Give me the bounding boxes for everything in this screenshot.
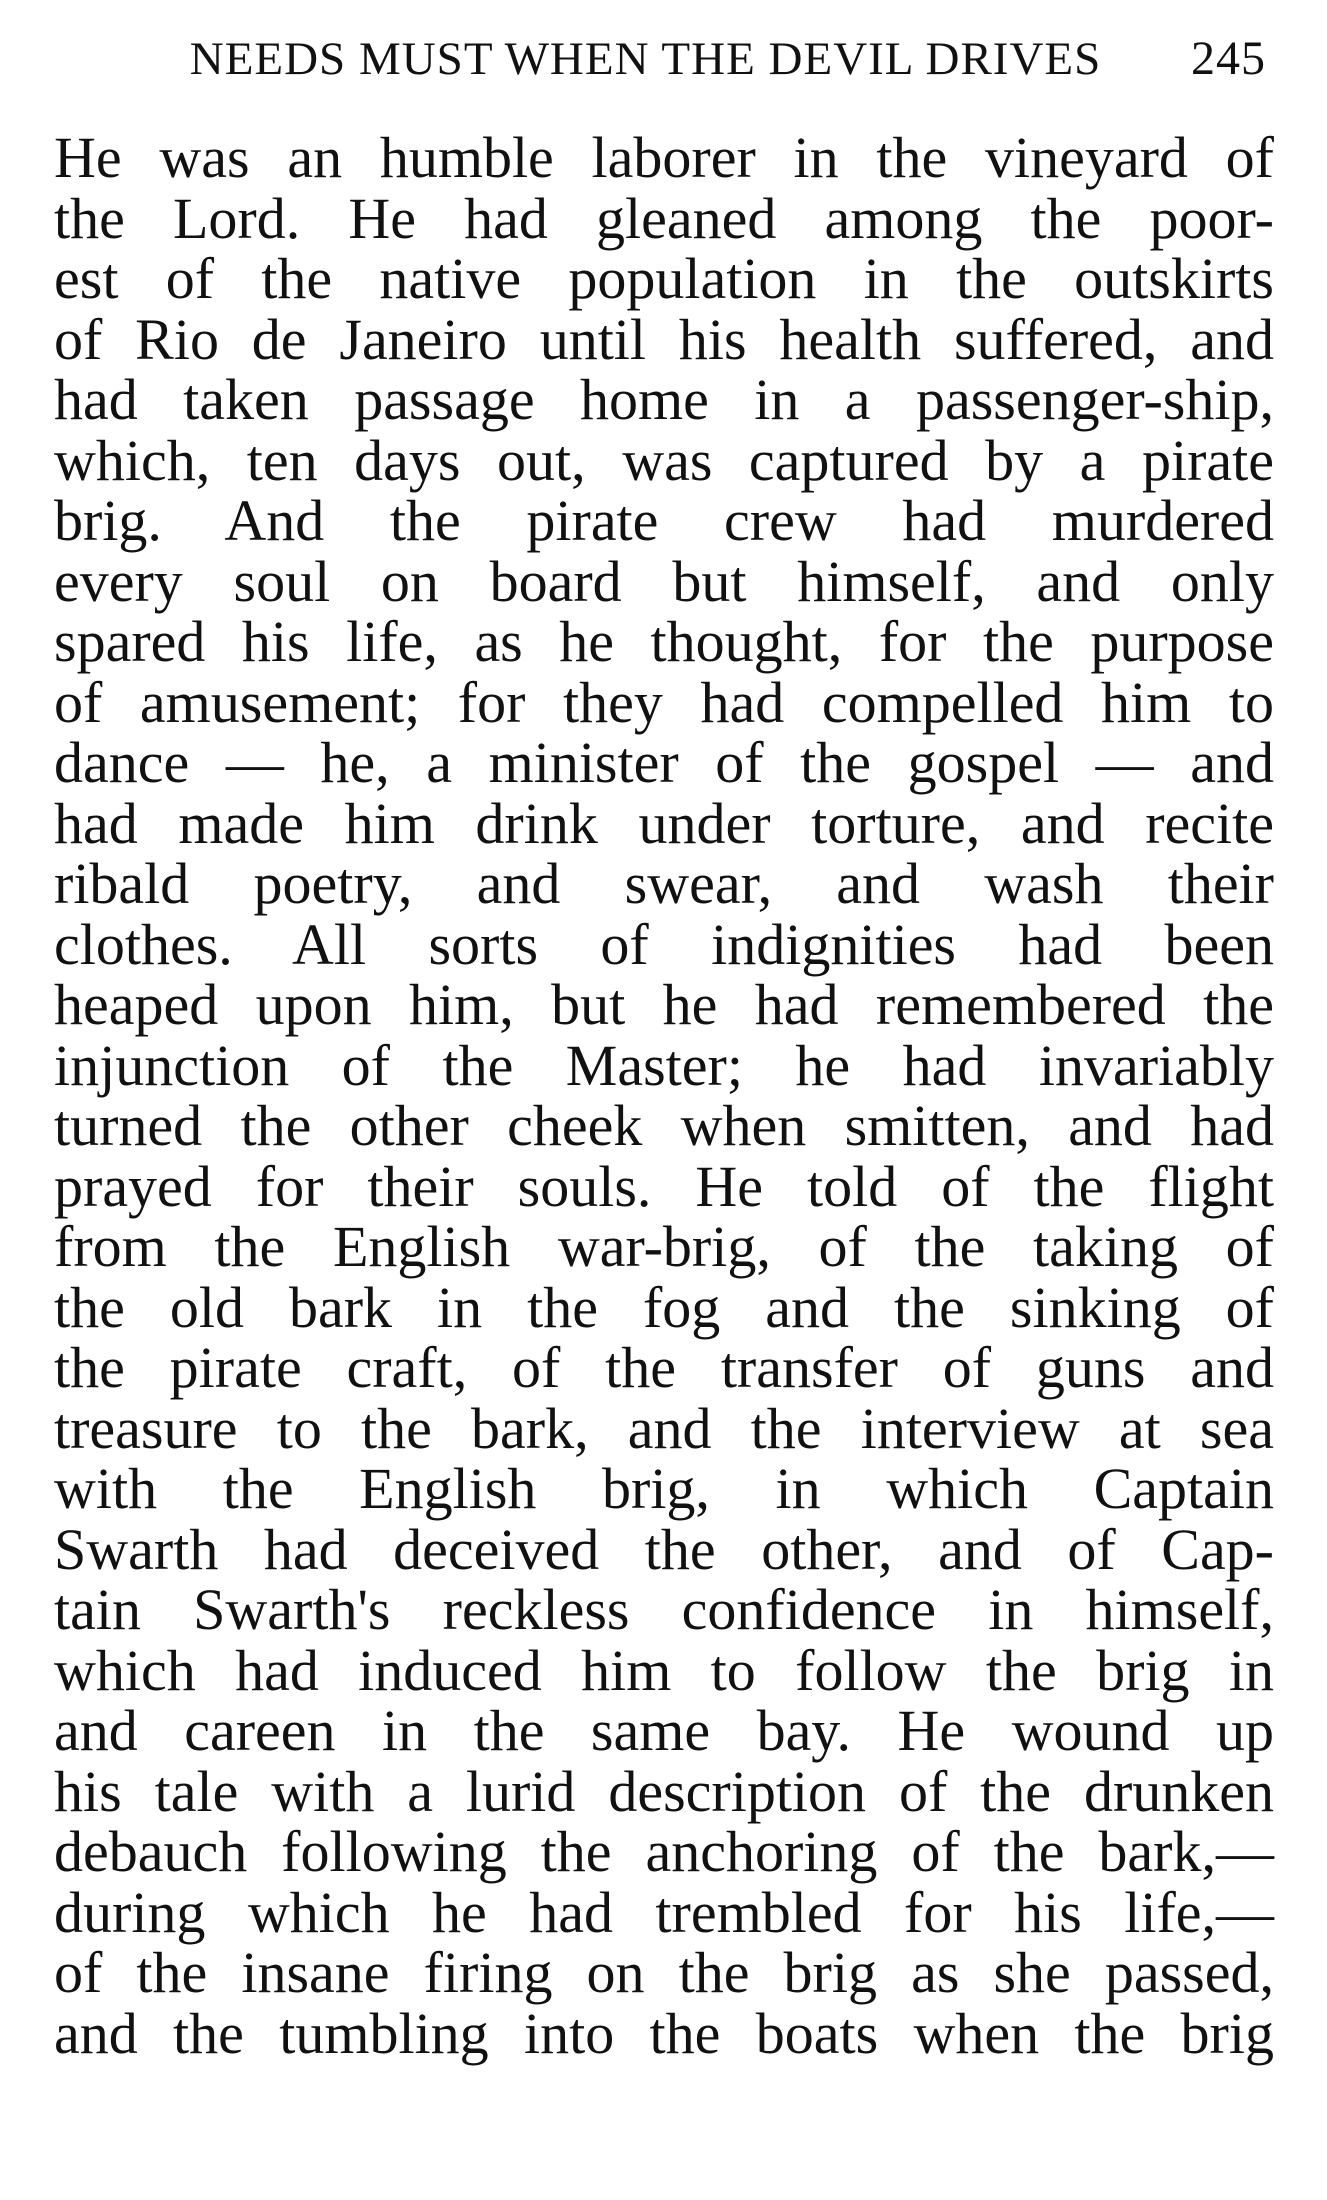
text-line: the old bark in the fog and the sinking of	[54, 1274, 1274, 1340]
running-head	[118, 24, 1266, 94]
text-line: his tale with a lurid description of the drunken	[54, 1758, 1274, 1824]
text-line: Swarth had deceived the other, and of Cap-	[54, 1516, 1274, 1582]
text-line: every soul on board but himself, and only	[54, 548, 1274, 614]
text-line: which had induced him to follow the brig in	[54, 1637, 1274, 1703]
body-text	[54, 125, 1274, 2066]
text-line: and careen in the same bay. He wound up	[54, 1698, 1274, 1763]
text-line: dance — he, a minister of the gospel — and	[54, 730, 1274, 795]
text-line: est of the native population in the outskirts	[54, 246, 1274, 311]
text-line: prayed for their souls. He told of the flight	[54, 1153, 1274, 1219]
text-line: turned the other cheek when smitten, and had	[54, 1093, 1274, 1158]
text-line: brig. And the pirate crew had murdered	[54, 488, 1274, 553]
text-line: clothes. All sorts of indignities had been	[54, 911, 1274, 977]
text-line: the pirate craft, of the transfer of guns and	[54, 1335, 1274, 1400]
text-line: which, ten days out, was captured by a pirate	[54, 427, 1274, 493]
text-line: He was an humble laborer in the vineyard of	[54, 125, 1274, 190]
text-line: spared his life, as he thought, for the purpose	[54, 609, 1274, 674]
text-line: had made him drink under torture, and recite	[54, 790, 1274, 856]
text-line: had taken passage home in a passenger-ship,	[54, 367, 1274, 432]
text-line: tain Swarth's reckless confidence in himself,	[54, 1577, 1274, 1642]
chapter-title: NEEDS MUST WHEN THE DEVIL DRIVES	[189, 33, 1102, 85]
text-line: debauch following the anchoring of the bark,—	[54, 1819, 1274, 1884]
text-line: of the insane firing on the brig as she passed,	[54, 1940, 1274, 2005]
text-line: treasure to the bark, and the interview at sea	[54, 1395, 1274, 1461]
text-line: during which he had trembled for his life,—	[54, 1879, 1274, 1945]
text-line: the Lord. He had gleaned among the poor-	[54, 185, 1274, 251]
text-line: heaped upon him, but he had remembered the	[54, 972, 1274, 1037]
page-number: 245	[1191, 32, 1266, 85]
text-line: from the English war-brig, of the taking of	[54, 1214, 1274, 1279]
text-line: of amusement; for they had compelled him to	[54, 669, 1274, 735]
text-line: ribald poetry, and swear, and wash their	[54, 851, 1274, 916]
text-line: with the English brig, in which Captain	[54, 1456, 1274, 1521]
text-line: and the tumbling into the boats when the brig	[54, 2000, 1274, 2066]
text-line: injunction of the Master; he had invariably	[54, 1032, 1274, 1098]
text-line: of Rio de Janeiro until his health suffered, and	[54, 306, 1274, 372]
